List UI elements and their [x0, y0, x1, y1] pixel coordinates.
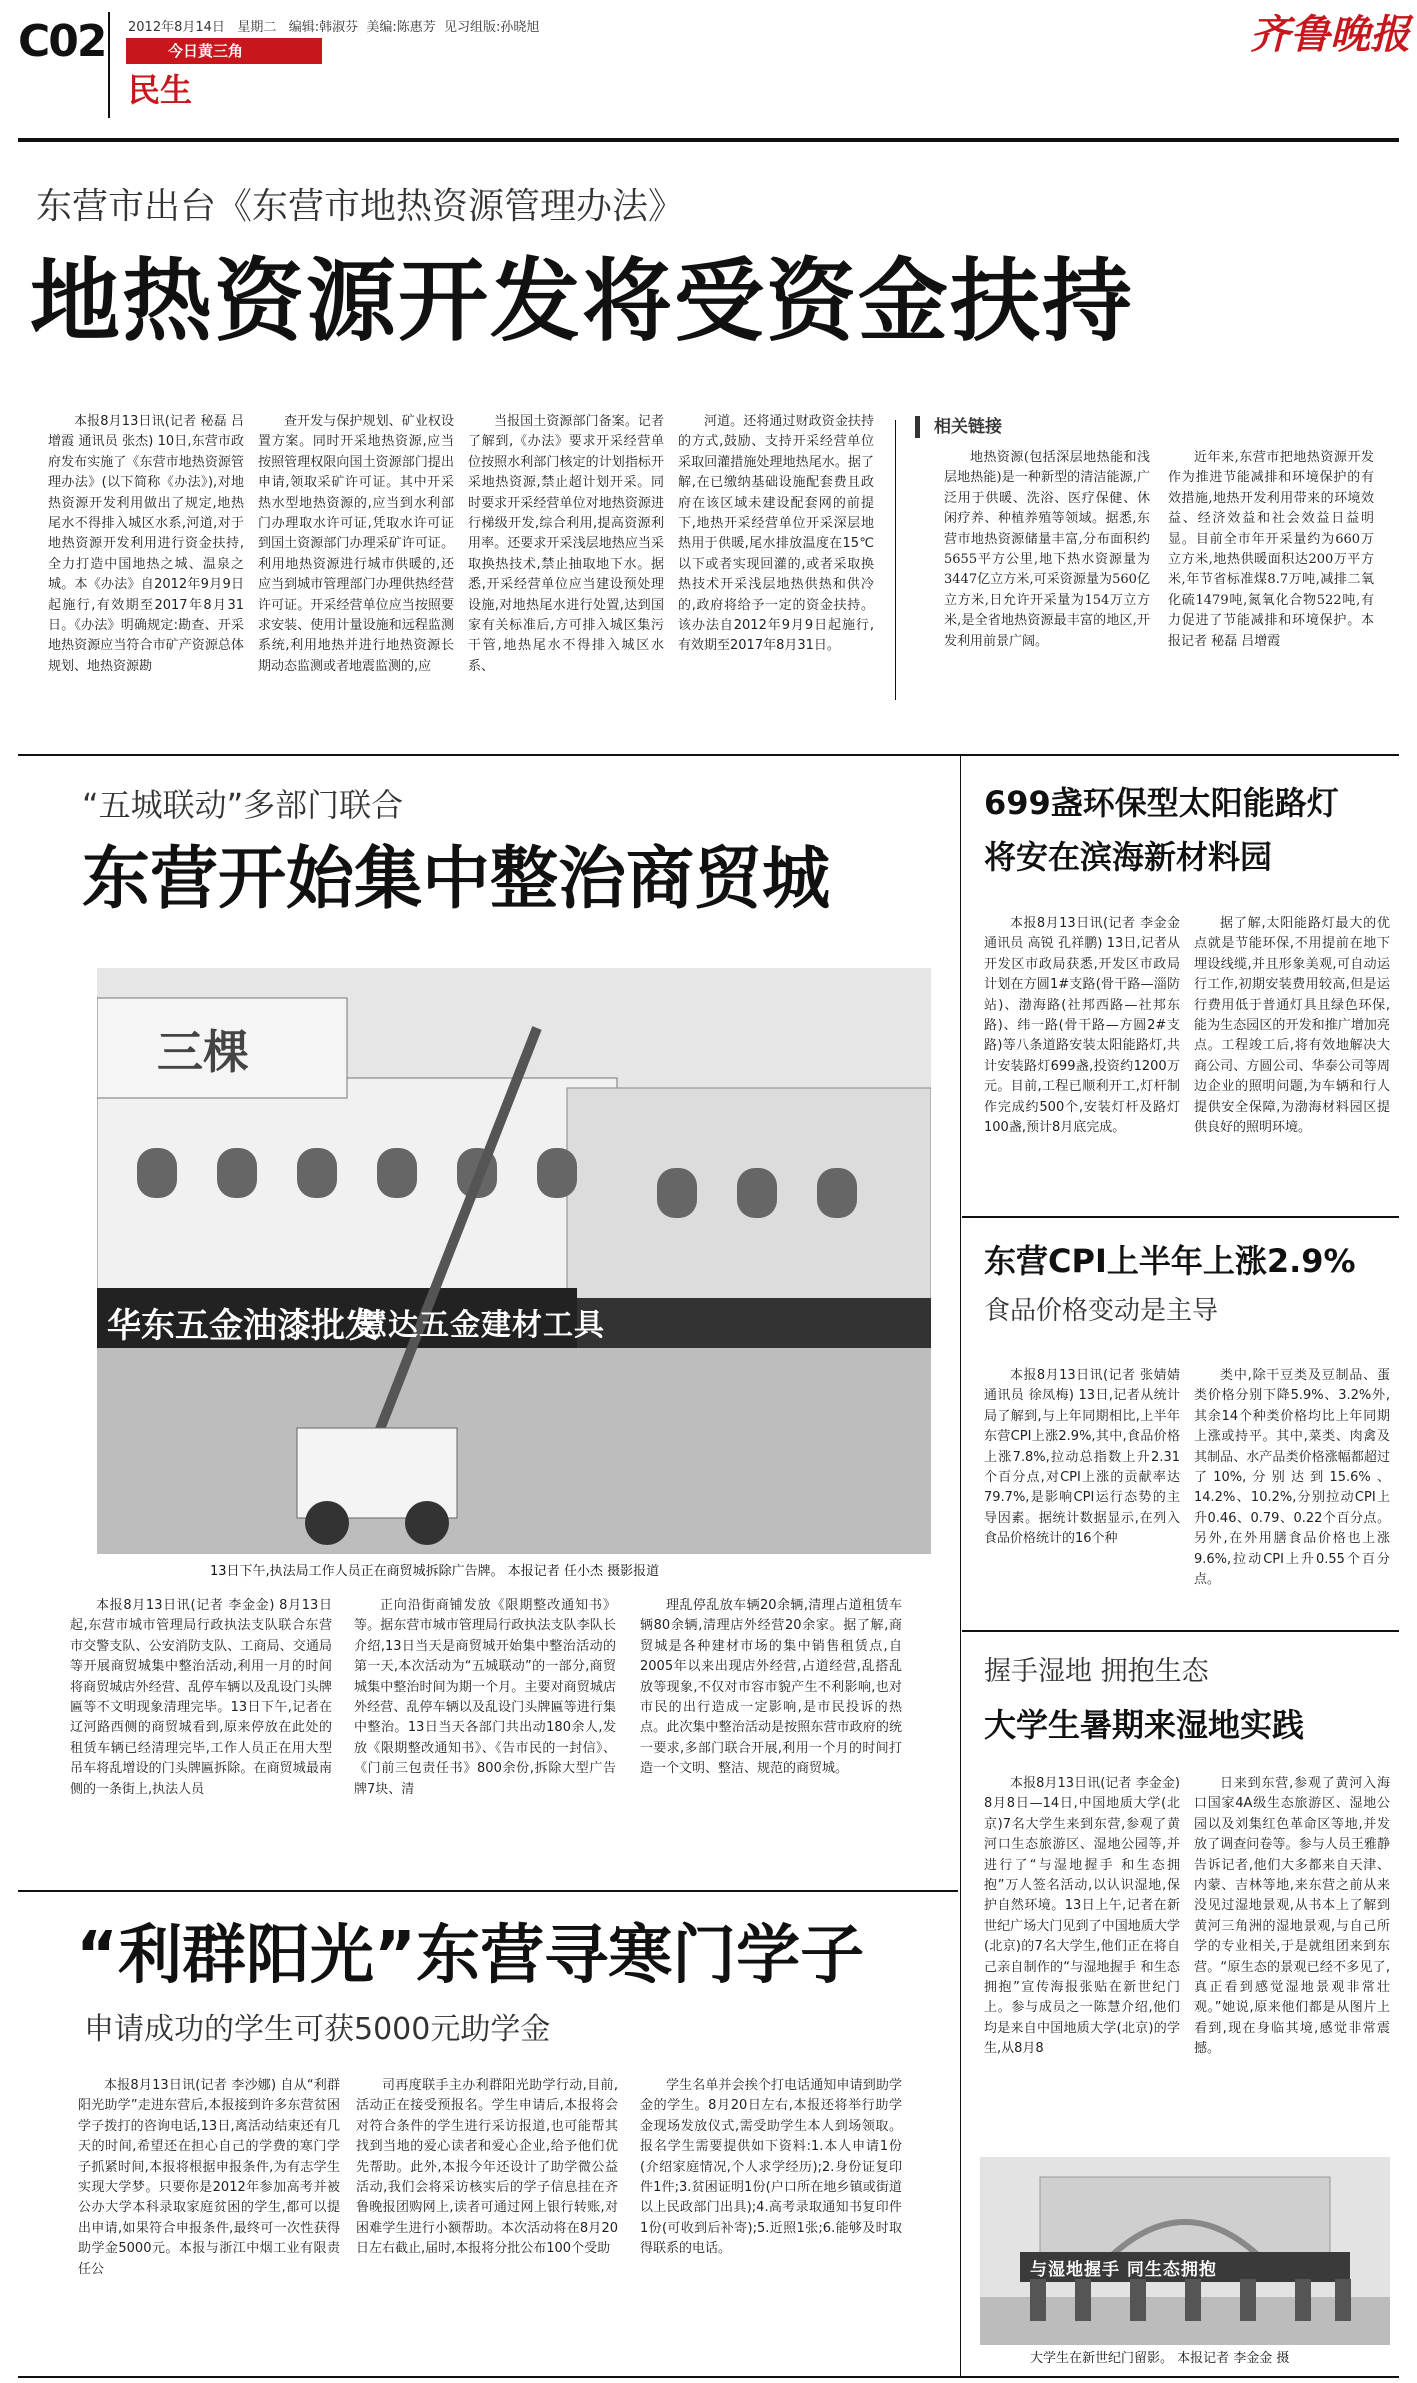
- article5-col-2: 类中,除干豆类及豆制品、蛋类价格分别下降5.9%、3.2%外,其余14个种类价格均比上年同期上涨或持平。其中,菜类、肉禽及其制品、水产品类价格涨幅都超过了10%,分别达到15.6%、14.2%、10.2%,分别拉动CPI上升0.46、0.79、0.22个百分点。另外,在外用膳食品价格也上涨9.6%,拉动CPI上升0.55个百分点。: [1194, 1368, 1390, 1588]
- article4-col-2: 据了解,太阳能路灯最大的优点就是节能环保,不用提前在地下埋设线缆,并且形象美观,可自动运行工作,初期安装费用较高,但是运行费用低于普通灯具且绿色环保,能为生态园区的开发和推广增加亮点。工程竣工后,将有效地解决大商公司、方圆公司、华泰公司等周边企业的照明问题,为车辆和行人提供安全保障,为渤海材料园区提供良好的照明环境。: [1194, 916, 1390, 1136]
- article2-photo-caption: 13日下午,执法局工作人员正在商贸城拆除广告牌。 本报记者 任小杰 摄影报道: [210, 1564, 660, 1579]
- sidebar-col-2: 近年来,东营市把地热资源开发作为推进节能减排和环境保护的有效措施,地热开发利用带来的环境效益、经济效益和社会效益日益明显。目前全市年开采量约为660万立方米,地热供暖面积达200万平方米,年节省标准煤8.7万吨,减排二氧化硫1479吨,氮氧化合物522吨,有力促进了节能减排和环境保护。本报记者 秘磊 吕增霞: [1168, 450, 1374, 649]
- section-rule-3: [962, 1216, 1399, 1218]
- section-rule-2: [18, 1890, 958, 1892]
- article4-headline: 699盏环保型太阳能路灯: [984, 784, 1339, 822]
- article1-kicker: 东营市出台《东营市地热资源管理办法》: [36, 186, 685, 227]
- article3-col-3: 学生名单并会挨个打电话通知申请到助学金的学生。8月20日左右,本报还将举行助学金现场发放仪式,需受助学生本人到场领取。报名学生需要提供如下资料:1.本人申请1份(介绍家庭情况,个人求学经历);2.身份证复印件1件;3.贫困证明1份(户口所在地乡镇或街道以上民政部门出具);4.高考录取通知书复印件1份(可收到后补寄);5.近照1张;6.能够及时取得联系的电话。: [640, 2078, 902, 2257]
- sidebar-divider: [895, 420, 896, 700]
- photo-banner-text: 与湿地握手 同生态拥抱: [1030, 2260, 1217, 2280]
- article4-col-1: 本报8月13日讯(记者 李金金 通讯员 高锐 孔祥鹏) 13日,记者从开发区市政局获悉,开发区市政局计划在方圆1#支路(骨干路—淄防站)、渤海路(社邦西路—社邦东路)、纬一路(骨干路—方圆2#支路)等八条道路安装太阳能路灯,共计安装路灯699盏,投资约1200万元。目前,工程已顺利开工,灯杆制作完成约500个,安装灯杆及路灯100盏,预计8月底完成。: [984, 916, 1180, 1136]
- article6-photo-caption: 大学生在新世纪门留影。 本报记者 李金金 摄: [1030, 2351, 1290, 2366]
- sidebar-col-1: 地热资源(包括深层地热能和浅层地热能)是一种新型的清洁能源,广泛用于供暖、洗浴、医疗保健、休闲疗养、种植养殖等领域。据悉,东营市地热资源储量丰富,分布面积约5655平方公里,地下热水资源量为3447亿立方米,可采资源量为560亿立方米,日允许开采量为154万立方米,是全省地热资源最丰富的地区,开发利用前景广阔。: [944, 450, 1150, 649]
- article1-col-1: 本报8月13日讯(记者 秘磊 吕增霞 通讯员 张杰) 10日,东营市政府发布实施了《东营市地热资源管理办法》(以下简称《办法》),对地热资源开发利用做出了规定,地热尾水不得排入城区水系,河道,对于地热资源开发利用进行资金扶持,全力打造中国地热之城、温泉之城。本《办法》自2012年9月9日起施行,有效期至2017年8月31日。《办法》明确规定:勘查、开采地热资源应当符合市矿产资源总体规划、地热资源勘: [48, 414, 244, 674]
- header-date: 2012年8月14日: [128, 20, 225, 35]
- article3-col-1: 本报8月13日讯(记者 李沙娜) 自从“利群阳光助学”走进东营后,本报接到许多东营贫困学子拨打的咨询电话,13日,离活动结束还有几天的时间,希望还在担心自己的学费的寒门学子抓紧时间,本报将根据申报条件,为有志学生实现大学梦。只要你是2012年参加高考并被公办大学本科录取家庭贫困的学生,都可以提出申请,如果符合申报条件,最终可一次性获得助学金5000元。本报与浙江中烟工业有限责任公: [78, 2078, 340, 2277]
- header-designer: 美编:陈惠芳: [366, 20, 436, 35]
- article4-headline-2: 将安在滨海新材料园: [984, 838, 1273, 876]
- header-info: [128, 16, 539, 35]
- column-rule-right: [960, 756, 961, 2376]
- section-rule-4: [962, 1630, 1399, 1632]
- article6-kicker: 握手湿地 拥抱生态: [984, 1656, 1209, 1687]
- photo-sign-left: 华东五金油漆批发: [107, 1306, 379, 1346]
- photo-sign-top: 三棵: [157, 1025, 249, 1079]
- article6-col-1: 本报8月13日讯(记者 李金金) 8月8日—14日,中国地质大学(北京)7名大学生来到东营,参观了黄河口生态旅游区、湿地公园等,并进行了“与湿地握手 和生态拥抱”万人签名活动,以认识湿地,保护自然环境。13日上午,记者在新世纪广场大门见到了中国地质大学(北京)的7名大学生,他们正在将自己亲自制作的“与湿地握手 和生态拥抱”宣传海报张贴在新世纪门上。参与成员之一陈慧介绍,他们均是来自中国地质大学(北京)的学生,从8月8: [984, 1776, 1180, 2057]
- header-weekday: 星期二: [237, 20, 277, 35]
- article1-col-4: 河道。还将通过财政资金扶持的方式,鼓励、支持开采经营单位采取回灌措施处理地热尾水。据了解,在已缴纳基础设施配套费且政府在该区域未建设配套网的前提下,地热开采经营单位开采深层地热用于供暖,尾水排放温度在15℃以下或者实现回灌的,或者采取换热技术开采浅层地热供热和供冷的,政府将给予一定的资金扶持。该办法自2012年9月9日起施行,有效期至2017年8月31日。: [678, 414, 874, 654]
- article3-headline: “利群阳光”东营寻寒门学子: [76, 1919, 865, 1993]
- photo-sign-right: 慧达五金建材工具: [357, 1308, 605, 1343]
- masthead-logo: 齐鲁晚报: [1250, 11, 1410, 58]
- article2-col-1: 本报8月13日讯(记者 李金金) 8月13日起,东营市城市管理局行政执法支队联合东营市交警支队、公安消防支队、工商局、交通局等开展商贸城集中整治活动,利用一月的时间将商贸城店外经营、乱停车辆以及乱设门头牌匾等不文明现象清理完毕。13日下午,记者在辽河路西侧的商贸城看到,原来停放在此处的租赁车辆已经清理完毕,工作人员正在用大型吊车将乱增设的门头牌匾拆除。在商贸城最南侧的一条街上,执法人员: [70, 1598, 332, 1797]
- section-tag: 今日黄三角: [126, 38, 322, 64]
- article3-col-2: 司再度联手主办利群阳光助学行动,目前,活动正在接受预报名。学生申请后,本报将会对符合条件的学生进行采访报道,也可能帮其找到当地的爱心读者和爱心企业,给予他们优先帮助。此外,本报今年还设计了助学微公益活动,我们会将采访核实后的学子信息挂在齐鲁晚报团购网上,读者可通过网上银行转账,对困难学生进行小额帮助。本次活动将在8月20日左右截止,届时,本报将分批公布100个受助: [356, 2078, 618, 2257]
- photo-wetland-illustration: [980, 2157, 1390, 2345]
- article2-kicker: “五城联动”多部门联合: [82, 786, 404, 824]
- article2-col-3: 理乱停乱放车辆20余辆,清理占道租赁车辆80余辆,清理店外经营20余家。据了解,商贸城是各种建材市场的集中销售租赁点,自2005年以来出现店外经营,占道经营,乱搭乱放等现象,不仅对市容市貌产生不利影响,也对市民的出行造成一定影响,是市民投诉的热点。此次集中整治活动是按照东营市政府的统一要求,多部门联合开展,利用一个月的时间打造一个文明、整洁、规范的商贸城。: [640, 1598, 902, 1777]
- article2-col-2: 正向沿街商铺发放《限期整改通知书》等。据东营市城市管理局行政执法支队李队长介绍,13日当天是商贸城开始集中整治活动的第一天,本次活动为“五城联动”的一部分,商贸城集中整治时间为期一个月。主要对商贸城店外经营、乱停车辆以及乱设门头牌匾等进行集中整治。13日当天各部门共出动180余人,发放《限期整改通知书》、《告市民的一封信》、《门前三包责任书》800余份,拆除大型广告牌7块、清: [354, 1598, 616, 1797]
- sidebar-title: 相关链接: [915, 416, 1002, 438]
- article2-headline: 东营开始集中整治商贸城: [82, 840, 831, 919]
- article1-headline: 地热资源开发将受资金扶持: [30, 249, 1134, 354]
- header-bottom-rule: [18, 138, 1399, 142]
- section-title: 民生: [128, 71, 193, 109]
- article6-headline: 大学生暑期来湿地实践: [984, 1706, 1305, 1744]
- header-proof: 见习组版:孙晓旭: [444, 20, 540, 35]
- article2-photo: [97, 968, 931, 1554]
- article6-photo: [980, 2157, 1390, 2345]
- article6-col-2: 日来到东营,参观了黄河入海口国家4A级生态旅游区、湿地公园以及刘集红色革命区等地,并发放了调查问卷等。参与人员王雅静告诉记者,他们大多都来自天津、内蒙、吉林等地,来东营之前从来没见过湿地景观,从书本上了解到黄河三角洲的湿地景观,与自己所学的专业相关,于是就组团来到东营。“原生态的景观已经不多见了,真正看到感觉湿地景观非常壮观。”她说,原来他们都是从图片上看到,现在身临其境,感觉非常震撼。: [1194, 1776, 1390, 2057]
- header-editor: 编辑:韩淑芬: [288, 20, 359, 35]
- article5-headline: 东营CPI上半年上涨2.9%: [984, 1242, 1356, 1280]
- article1-col-3: 当报国土资源部门备案。记者了解到,《办法》要求开采经营单位按照水利部门核定的计划指标开采地热资源,禁止超计划开采。同时要求开采经营单位对地热资源进行梯级开发,综合利用,提高资源利用率。还要求开采浅层地热应当采取换热技术,禁止抽取地下水。据悉,开采经营单位应当建设预处理设施,对地热尾水进行处置,达到国家有关标准后,方可排入城区集污干管,地热尾水不得排入城区水系、: [468, 414, 664, 674]
- article5-col-1: 本报8月13日讯(记者 张婧婧 通讯员 徐凤梅) 13日,记者从统计局了解到,与上年同期相比,上半年东营CPI上涨2.9%,其中,食品价格上涨7.8%,拉动总指数上升2.31个百分点,对CPI上涨的贡献率达79.7%,是影响CPI运行态势的主导因素。据统计数据显示,在列入食品价格统计的16个种: [984, 1368, 1180, 1547]
- article5-subhead: 食品价格变动是主导: [984, 1296, 1219, 1326]
- section-rule-1: [18, 754, 1399, 756]
- page-number: C02: [18, 16, 106, 67]
- header-divider: [108, 12, 110, 118]
- page-bottom-rule: [18, 2376, 1399, 2378]
- article3-subhead: 申请成功的学生可获5000元助学金: [84, 2012, 551, 2047]
- article1-col-2: 查开发与保护规划、矿业权设置方案。同时开采地热资源,应当按照管理权限向国土资源部门提出申请,领取采矿许可证。其中开采热水型地热资源的,应当到水利部门办理取水许可证,凭取水许可证到国土资源部门办理采矿许可证。利用地热资源进行城市供暖的,还应当到城市管理部门办理供热经营许可证。开采经营单位应当按照要求安装、使用计量设施和远程监测系统,利用地热并进行地热资源长期动态监测或者地震监测的,应: [258, 414, 454, 674]
